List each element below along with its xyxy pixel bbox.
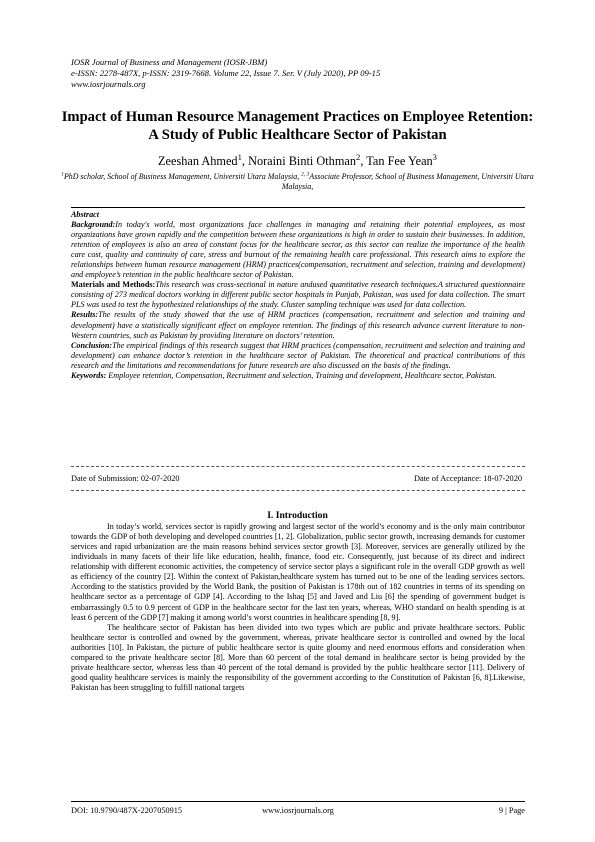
author-superscript: 2 — [356, 151, 361, 162]
body-paragraph: The healthcare sector of Pakistan has been divided into two types which are public and private healthcare sectors. Public healthcare sector is controlled and owned by the government, whereas, private healthcare sector is controlled and owned by the local authorities [10]. In Pakistan, the picture of public healthcare sector is quite gloomy and need enormous efforts and consideration when compared to the private healthcare sector [8]. More than 60 percent of the total demand in healthcare sector is being provided by the private healthcare sector, whereas less than 40 percent of the total demand is provided by the public healthcare sector [11]. Delivery of good quality healthcare services is mainly the responsibility of the government according to the Constitution of Pakistan [6, 8].Likewise, Pakistan has been struggling to fulfill national targets — [71, 622, 525, 692]
abstract-background — [71, 220, 525, 280]
page-number: 9 | Page — [498, 806, 525, 815]
issn-line: e-ISSN: 2278-487X, p-ISSN: 2319-7668. Volume 22, Issue 7. Ser. V (July 2020), PP 09-15 — [71, 68, 381, 79]
footer-rule — [71, 801, 525, 802]
author-superscript: 1 — [237, 151, 242, 162]
dates-top-divider — [71, 466, 525, 467]
section-heading: I. Introduction — [267, 510, 328, 521]
journal-website[interactable]: www.iosrjournals.org — [71, 79, 146, 90]
journal-name: IOSR Journal of Business and Management (IOSR-JBM) — [71, 57, 268, 67]
abstract-heading: Abstract — [71, 210, 99, 219]
keywords-label: Keywords: — [71, 370, 107, 380]
abstract-methods — [71, 280, 525, 310]
paper-title: Impact of Human Resource Management Practices on Employee Retention: A Study of Public Healthcare Sector of Pakistan — [61, 109, 534, 143]
submission-date: Date of Submission: 02-07-2020 — [71, 474, 180, 483]
footer-doi[interactable]: DOI: 10.9790/487X-2207050915 — [71, 806, 183, 815]
methods-label: Materials and Methods: — [71, 280, 156, 290]
conclusion-label: Conclusion: — [71, 340, 113, 350]
abstract-top-rule — [71, 207, 525, 208]
affiliations — [60, 172, 535, 192]
author-name: Tan Fee Yean — [366, 154, 433, 168]
abstract-block — [71, 210, 525, 381]
abstract-results — [71, 310, 525, 340]
author-separator: , — [241, 154, 249, 168]
author-name: Noraini Binti Othman — [248, 154, 356, 168]
abstract-conclusion — [71, 341, 525, 371]
page-footer — [71, 806, 525, 815]
methods-text: This research was cross-sectional in nature andused quantitative research techniques.A structured questionnaire consisting of 273 medical doctors working in different public sector hospitals in Punjab, Pakistan, was used for data collection. The smart PLS was used to test the hypothesized relationships of the study. Cluster sampling technique was used for data collection. — [71, 280, 525, 310]
introduction-body — [71, 522, 525, 693]
affiliation-text: PhD scholar, School of Business Management, Universiti Utara Malaysia, — [63, 172, 302, 181]
author-separator: , — [360, 154, 367, 168]
author-name: Zeeshan Ahmed — [158, 154, 238, 168]
keywords-text: Employee retention, Compensation, Recruitment and selection, Training and development, Healthcare sector, Pakistan. — [108, 370, 497, 380]
affiliation-superscript: 2, 3 — [301, 171, 310, 178]
footer-website[interactable]: www.iosrjournals.org — [262, 806, 334, 815]
journal-header — [71, 57, 380, 91]
results-text: The results of the study showed that the use of HRM practices (compensation, recruitment and selection and training and development) have a statistically significant effect on employee retention. The findings of this research advance current literature to non-Western countries, such as Pakistan by providing literature on doctors’ retention. — [71, 310, 525, 340]
background-text: In today's world, most organizations face challenges in managing and retaining their potential employees, as most organizations have grown rapidly and the competition between these organizations is high in order to sustain their businesses. In addition, retention of employees is also an area of constant focus for the healthcare sector, as this sector can realize the importance of the health care cost, quality and continuity of care, stress and burnout of the remaining health care professional. This research aims to explore the relationships between human resource management (HRM) practices(compensation, recruitment and selection, training and development) and employee’s retention in the public healthcare sector of Pakistan. — [71, 220, 525, 280]
author-list — [60, 151, 535, 169]
abstract-keywords — [71, 371, 525, 381]
author-superscript: 3 — [432, 151, 437, 162]
body-paragraph: In today’s world, services sector is rapidly growing and largest sector of the world’s economy and is the only main contributor towards the GDP of both developing and developed countries [1, 2]. Globalization, public sector growth, increasing demands for customer services and rapid urbanization are the main reasons behind services sector growth [3]. Moreover, services are generally utilized by the individuals in many facets of their life like education, health, finance, food etc. Consequently, just because of its direct and indirect relationship with different economic activities, the competency of service sector plays a significant role in the overall GDP growth as well as efficiency of the country [2]. Within the context of Pakistan,healthcare system has turned out to be one of the leading services sectors. According to the statistics provided by the World Bank, the position of Pakistan is 178th out of 182 countries in terms of its spending on healthcare sector as a percentage of GDP [4]. According to the Ishaq [5] and Javed and Liu [6] the spending of government budget is embarrassingly 0.5 to 0.9 percent of GDP in the healthcare sector for the last ten years, whereas, WHO standard on health spending is at least 6 percent of the GDP [7] making it among world’s worst countries in healthcare spending [8, 9]. — [71, 522, 525, 622]
conclusion-text: The empirical findings of this research suggest that HRM practices (compensation, recruitment and selection and training and development) can enhance doctor’s retention in the healthcare sector of Pakistan. The theoretical and practical contributions of this research and the limitations and recommendations for future research are also discussed on the basis of the findings. — [71, 340, 525, 370]
affiliation-superscript: 1 — [61, 171, 64, 178]
dates-row — [71, 474, 525, 483]
dates-bottom-divider — [71, 490, 525, 491]
background-label: Background: — [71, 220, 116, 230]
acceptance-date: Date of Acceptance: 18-07-2020 — [413, 474, 522, 483]
affiliation-text: Associate Professor, School of Business Management, Universiti Utara Malaysia, — [281, 172, 534, 192]
results-label: Results: — [71, 310, 99, 320]
